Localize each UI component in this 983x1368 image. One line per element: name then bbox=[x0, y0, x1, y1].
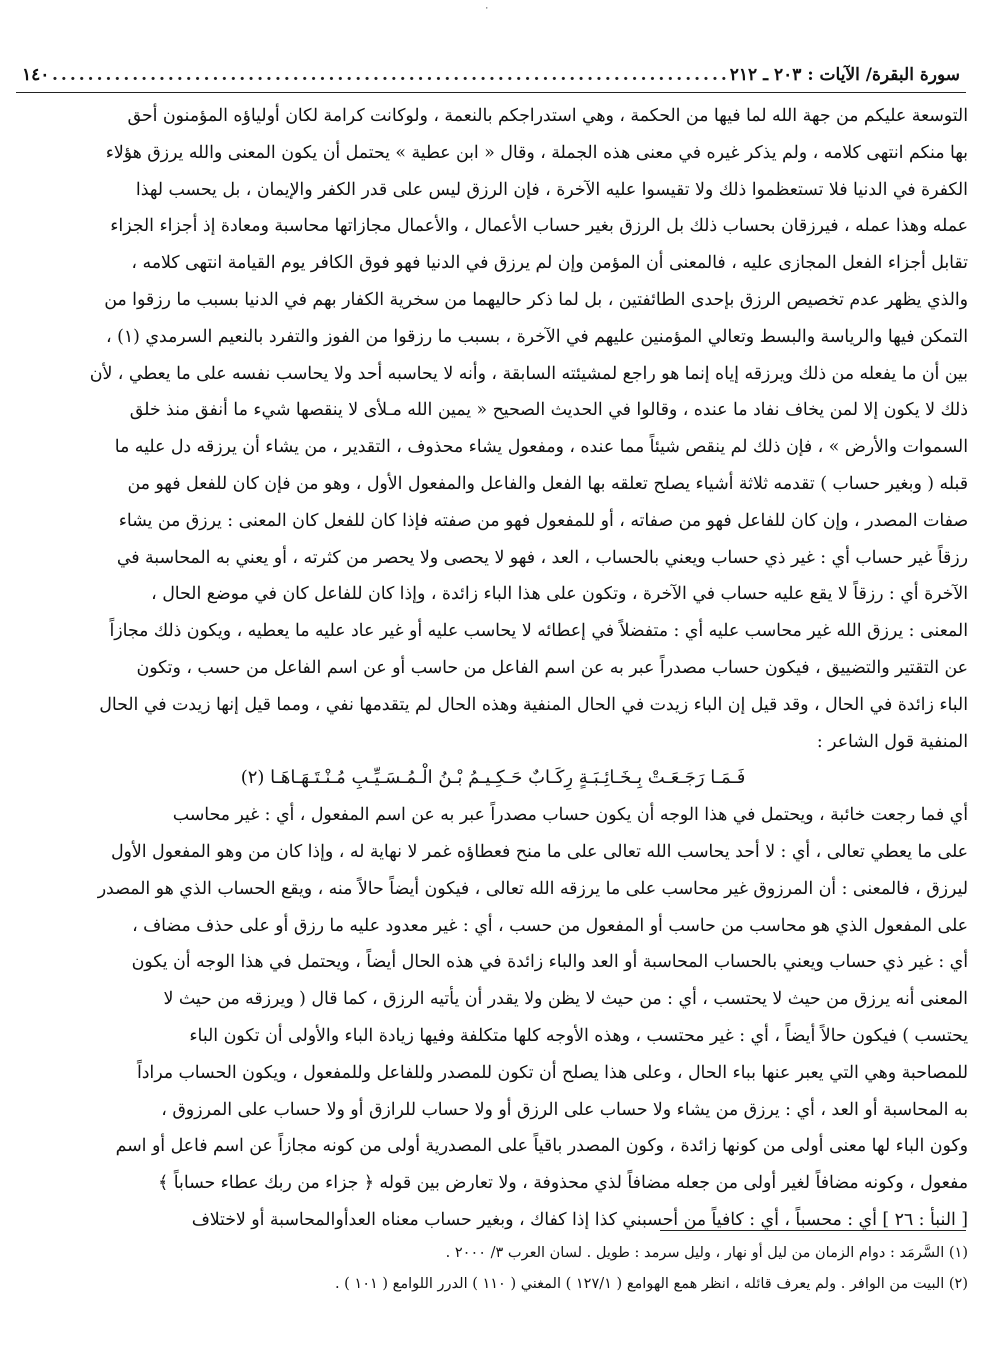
text-line: [ النبأ : ٢٦ ] أي : محسباً ، أي : كافياً من أحسبني كذا إذا كفاك ، وبغير حساب معناه العدأوالمحاسبة أو لاختلاف bbox=[191, 1209, 968, 1230]
running-title: سورة البقرة/ الآيات : ٢٠٣ ـ ٢١٢ bbox=[729, 65, 960, 85]
text-line: للمصاحبة وهي التي يعبر عنها بباء الحال ، وعلى هذا يصلح أن تكون للمصدر وللفاعل وللمفعول ، ويكون الحساب مراداً bbox=[136, 1062, 968, 1083]
text-line: به المحاسبة أو العد ، أي : يرزق من يشاء ولا حساب على الرزق أو ولا حساب للرازق أو ولا حساب على المرزوق ، bbox=[161, 1099, 968, 1120]
text-line: والذي يظهر عدم تخصيص الرزق بإحدى الطائفتين ، بل لما ذكر حاليهما من سخرية الكفار بهم في الدنيا بسبب ما رزقوا من bbox=[104, 289, 968, 310]
text-line: تقابل أجزاء الفعل المجازى عليه ، فالمعنى أن المؤمن وإن لم يرزق في الدنيا فهو فوق الكافر يوم القيامة انتهى كلامه ، bbox=[131, 253, 968, 274]
text-line: وكون الباء لها معنى أولى من كونها زائدة ، وكون المصدر باقياً على المصدرية أولى من كونه مجازاً عن اسم فاعل أو اسم bbox=[115, 1136, 968, 1157]
footnote: (١) السَّرمَد : دوام الزمان من ليل أو نهار ، وليل سرمد : طويل . لسان العرب ٣/ ٢٠٠٠ . bbox=[445, 1245, 968, 1261]
text-line: الآخرة أي : رزقاً لا يقع عليه حساب في الآخرة ، وتكون على هذا الباء زائدة ، وإذا كان للفاعل كان في موضع الحال ، bbox=[151, 584, 968, 605]
text-line: عن التقتير والتضييق ، فيكون حساب مصدراً عبر به عن اسم الفاعل من حاسب أو عن اسم الفاعل من حسب ، وتكون bbox=[136, 657, 968, 678]
text-line: السموات والأرض » ، فإن ذلك لم ينقص شيئاً مما عنده ، ومفعول يشاء محذوف ، التقدير ، من يشاء أن يرزقه دل عليه ما bbox=[114, 437, 968, 458]
scan-mark: ˙ bbox=[484, 6, 490, 19]
page-number: ١٤٠ bbox=[22, 65, 50, 85]
text-line: المعنى أنه يرزق من حيث لا يحتسب ، أي : من حيث لا يظن ولا يقدر أن يأتيه الرزق ، كما قال ( ويرزقه من حيث لا bbox=[163, 989, 968, 1010]
text-line: أي فما رجعت خائبة ، ويحتمل في هذا الوجه أن يكون حساب مصدراً عبر به عن اسم المفعول ، أي : غير محاسب bbox=[172, 805, 968, 826]
footnote: (٢) البيت من الوافر . ولم يعرف قائله ، انظر همع الهوامع ( ١٢٧/١ ) المغني ( ١١٠ ) الدرر اللوامع ( ١٠١ ) . bbox=[334, 1276, 968, 1292]
text-line: المنفية قول الشاعر : bbox=[816, 731, 968, 752]
text-line: المعنى : يرزق الله غير محاسب عليه أي : متفضلاً في إعطائه لا يحاسب عليه أو غير عاد عليه ما يعطيه ، ويكون ذلك مجازاً bbox=[109, 621, 968, 642]
text-line: ليرزق ، فالمعنى : أن المرزوق غير محاسب على ما يرزقه الله تعالى ، فيكون أيضاً حالاً منه ، ويقع الحساب الذي هو المصدر bbox=[97, 878, 968, 899]
text-line: التمكن فيها والرياسة والبسط وتعالي المؤمنين عليهم في الآخرة ، بسبب ما رزقوا من الفوز والتفرد بالنعيم السرمدي (١) ، bbox=[106, 326, 968, 347]
text-line: صفات المصدر ، وإن كان للفاعل فهو من صفاته ، أو للمفعول فهو من صفته فإذا كان للفعل كان المعنى : يرزق من يشاء bbox=[118, 510, 968, 531]
page-header bbox=[16, 58, 966, 93]
text-line: الباء زائدة في الحال ، وقد قيل إن الباء زيدت في الحال المنفية وهذه الحال لم يتقدمها نفي ، ومما قيل إنها زيدت في الحال bbox=[99, 694, 968, 715]
main-text bbox=[18, 98, 968, 1239]
text-line: ذلك لا يكون إلا لمن يخاف نفاد ما عنده ، وقالوا في الحديث الصحيح « يمين الله مـلأى لا ينقصها شيء ما أنفق منذ خلق bbox=[129, 400, 968, 421]
text-line: مفعول ، وكونه مضافاً لغير أولى من جعله مضافاً لذي محذوفة ، ولا تعارض بين قوله ﴿ جزاء من ربك عطاء حساباً ﴾ bbox=[158, 1173, 968, 1194]
text-line: على ما يعطي تعالى ، أي : لا أحد يحاسب الله تعالى على ما منح فعطاؤه غمر لا نهاية له ، وإذا كان من وهو المفعول الأول bbox=[110, 841, 968, 862]
text-line: على المفعول الذي هو محاسب من حاسب أو المفعول من حسب ، أي : غير معدود عليه ما رزق أو على حذف مضاف ، bbox=[132, 915, 968, 936]
poetry-verse: فَـمَـا رَجَـعَـتْ بِـخَـائِـبَـةٍ رِكَـابٌ حَـكِـيـمُ بْـنُ الْـمُـسَـيِّـبِ مُـنْـتَـهَـاهَـا (٢) bbox=[240, 767, 746, 789]
header-leader-dots bbox=[49, 65, 729, 85]
text-line: رزقاً غير حساب أي : غير ذي حساب ويعني بالحساب ، العد ، فهو لا يحصى ولا يحصر من كثرته ، أو يعني به المحاسبة في bbox=[116, 547, 968, 568]
text-line: يحتسب ) فيكون حالاً أيضاً ، أي : غير محتسب ، وهذه الأوجه كلها متكلفة وفيها زيادة الباء والأولى أن تكون الباء bbox=[189, 1025, 968, 1046]
text-line: عمله وهذا عمله ، فيرزقان بحساب ذلك بل الرزق بغير حساب الأعمال ، والأعمال مجازاتها محاسبة ومعادة إذ أجزاء الجزاء bbox=[110, 216, 968, 237]
text-line: الكفرة في الدنيا فلا تستعظموا ذلك ولا تقيسوا عليه الآخرة ، فإن الرزق ليس على قدر الكفر والإيمان ، بل يحسب لهذا bbox=[135, 179, 968, 200]
text-line: بها منكم انتهى كلامه ، ولم يذكر غيره في معنى هذه الجملة ، وقال « ابن عطية » يحتمل أن يكون المعنى والله يرزق هؤلاء bbox=[105, 142, 968, 163]
footnote-separator bbox=[660, 1230, 966, 1231]
footnotes bbox=[18, 1238, 968, 1300]
text-line: أي : غير ذي حساب ويعني بالحساب المحاسبة أو العد والباء زائدة في هذه الحال أيضاً ، ويحتمل في هذا الوجه أن يكون bbox=[131, 952, 968, 973]
text-line: قبله ( وبغير حساب ) تقدمه ثلاثة أشياء يصلح تعلقه بها الفعل والفاعل والمفعول الأول ، وهو من فإن كان للفعل فهو من bbox=[127, 473, 968, 494]
text-line: التوسعة عليكم من جهة الله لما فيها من الحكمة ، وهي استدراجكم بالنعمة ، ولوكانت كرامة لكان أولياؤه المؤمنون أحق bbox=[127, 106, 968, 126]
text-line: بين أن ما يفعله من ذلك ويرزقه إياه إنما هو راجع لمشيئته السابقة ، وأنه لا يحاسبه أحد ولا يحاسب نفسه على ما يعطي ، لأن bbox=[89, 363, 968, 384]
